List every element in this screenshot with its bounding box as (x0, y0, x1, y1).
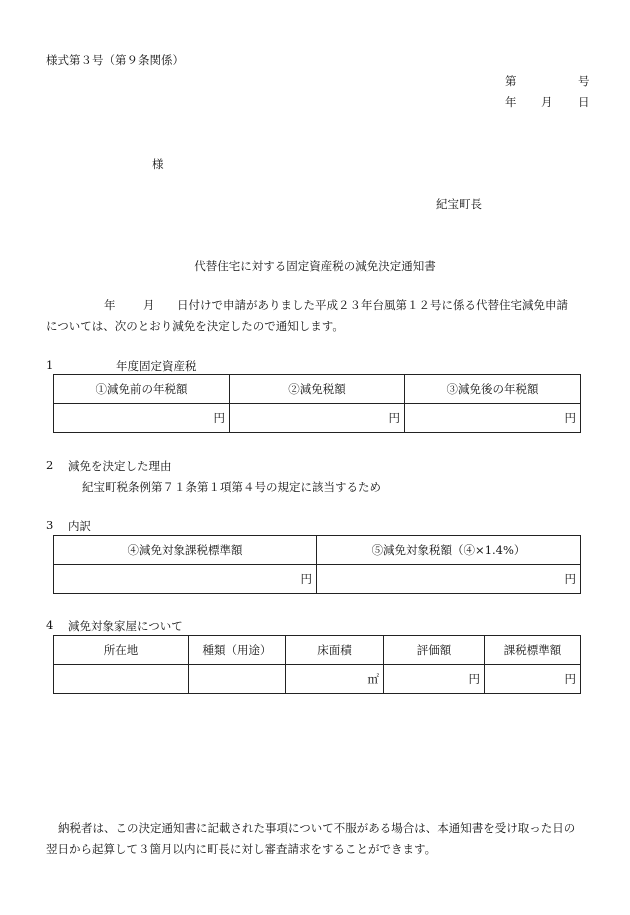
date-month: 月 (541, 95, 553, 109)
document-title: 代替住宅に対する固定資産税の減免決定通知書 (194, 259, 436, 273)
intro-year: 年 (104, 298, 116, 312)
intro-month: 月 (143, 298, 155, 312)
table-header: 種類（用途） (189, 636, 286, 665)
intro-line1: 日付けで申請がありました平成２３年台風第１２号に係る代替住宅減免申請 (177, 298, 568, 312)
table-cell-sqm: ㎡ (286, 665, 384, 694)
section1-heading: 年度固定資産税 (116, 359, 197, 373)
table-cell-yen: 円 (317, 565, 581, 594)
table-cell-yen: 円 (405, 404, 581, 433)
notice-line2: 翌日から起算して３箇月以内に町長に対し審査請求をすることができます。 (46, 842, 437, 856)
table-header: ③減免後の年税額 (405, 375, 581, 404)
section1-table (53, 374, 581, 433)
section3-table (53, 535, 581, 594)
table-cell-yen: 円 (54, 404, 230, 433)
table-cell-yen: 円 (485, 665, 581, 694)
section1-number: 1 (46, 358, 54, 372)
table-header: 評価額 (384, 636, 485, 665)
intro-line2: については、次のとおり減免を決定したので通知します。 (46, 319, 344, 333)
table-header: 床面積 (286, 636, 384, 665)
section2-number: 2 (46, 458, 54, 472)
table-cell-yen: 円 (54, 565, 317, 594)
section3-heading: 内訳 (68, 519, 91, 533)
date-year: 年 (505, 95, 517, 109)
section4-table (53, 635, 581, 694)
section4-number: 4 (46, 618, 54, 632)
section4-heading: 減免対象家屋について (68, 619, 183, 633)
addressee-sama: 様 (152, 157, 164, 171)
issuer: 紀宝町長 (436, 197, 482, 211)
table-cell-yen: 円 (230, 404, 405, 433)
table-cell (189, 665, 286, 694)
table-cell-yen: 円 (384, 665, 485, 694)
table-header: ①減免前の年税額 (54, 375, 230, 404)
table-cell (54, 665, 189, 694)
doc-number-dai: 第 (505, 74, 517, 88)
table-header: ⑤減免対象税額（④×1.4%） (317, 536, 581, 565)
table-header: 課税標準額 (485, 636, 581, 665)
table-header: 所在地 (54, 636, 189, 665)
form-number: 様式第３号（第９条関係） (46, 53, 184, 67)
table-header: ②減免税額 (230, 375, 405, 404)
notice-line1: 納税者は、この決定通知書に記載された事項について不服がある場合は、本通知書を受け取った日の (58, 821, 576, 835)
section2-reason: 紀宝町税条例第７１条第１項第４号の規定に該当するため (82, 480, 381, 494)
date-day: 日 (578, 95, 590, 109)
section3-number: 3 (46, 518, 54, 532)
table-header: ④減免対象課税標準額 (54, 536, 317, 565)
doc-number-go: 号 (578, 74, 590, 88)
section2-heading: 減免を決定した理由 (68, 459, 172, 473)
